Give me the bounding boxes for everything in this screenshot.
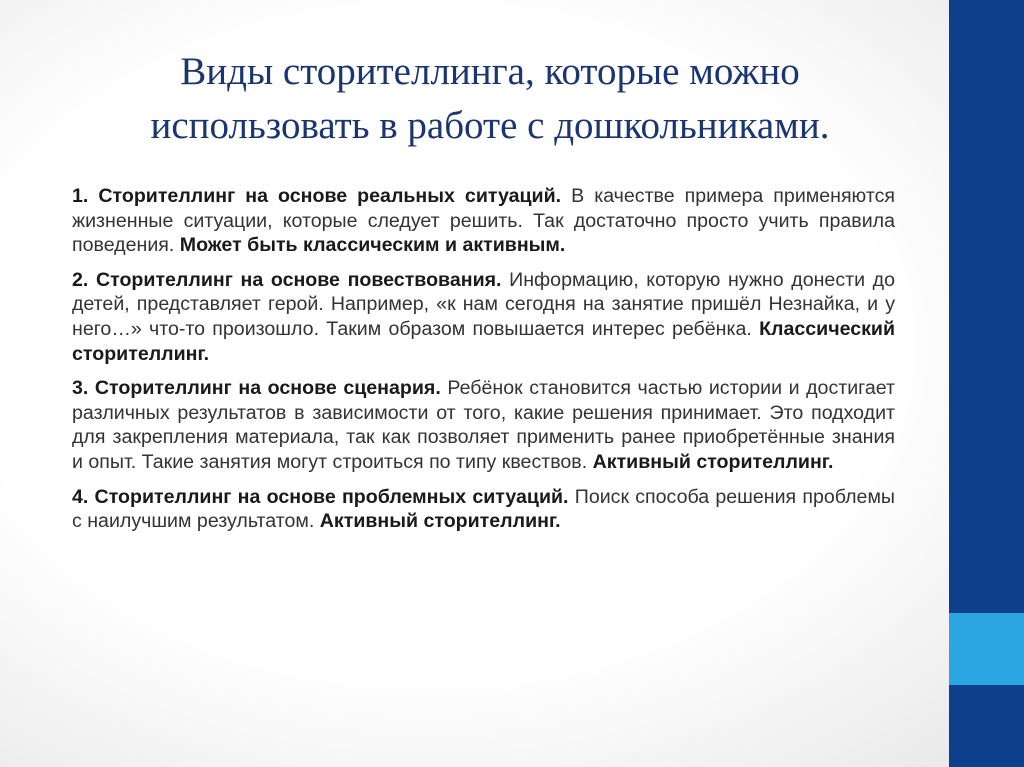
slide-title-line-2: использовать в работе с дошкольниками. <box>150 104 830 147</box>
slide-body <box>72 184 895 544</box>
item-heading: 4. Сторителлинг на основе проблемных ситуаций. <box>72 485 569 508</box>
item-heading: 2. Сторителлинг на основе повествования. <box>72 268 502 291</box>
list-item-1 <box>72 184 895 258</box>
list-item-4 <box>72 485 895 534</box>
item-tag: Может быть классическим и активным. <box>179 234 566 257</box>
item-body: В качестве примера применяются жизненные ситуации, которые следует решить. Так достаточно просто учить правила поведения. <box>72 185 895 257</box>
item-body: Поиск способа решения проблемы с наилучшим результатом. <box>72 485 895 533</box>
item-body: Информацию, которую нужно донести до детей, представляет герой. Например, «к нам сегодня на занятие пришёл Незнайка, и у него…» что-то произошло. Таким образом повышается интерес ребёнка. <box>72 268 896 340</box>
item-heading: 1. Сторителлинг на основе реальных ситуаций. <box>72 185 562 207</box>
item-tag: Классический сторителлинг. <box>72 317 896 365</box>
item-heading: 3. Сторителлинг на основе сценария. <box>72 377 441 400</box>
slide-title <box>60 45 920 153</box>
list-item-2 <box>72 268 895 366</box>
item-tag: Активный сторителлинг. <box>319 510 561 533</box>
item-body: Ребёнок становится частью истории и достигает различных результатов в зависимости от того, какие решения принимает. Это подходит для закрепления материала, так как позволяет применить ранее приобретённые знания и опыт. Такие занятия могут строиться по типу квествов. <box>72 377 895 473</box>
side-accent-block <box>949 613 1024 685</box>
list-item-3 <box>72 376 895 474</box>
slide-title-line-1: Виды сторителлинга, которые можно <box>180 50 800 93</box>
item-tag: Активный сторителлинг. <box>592 450 834 473</box>
